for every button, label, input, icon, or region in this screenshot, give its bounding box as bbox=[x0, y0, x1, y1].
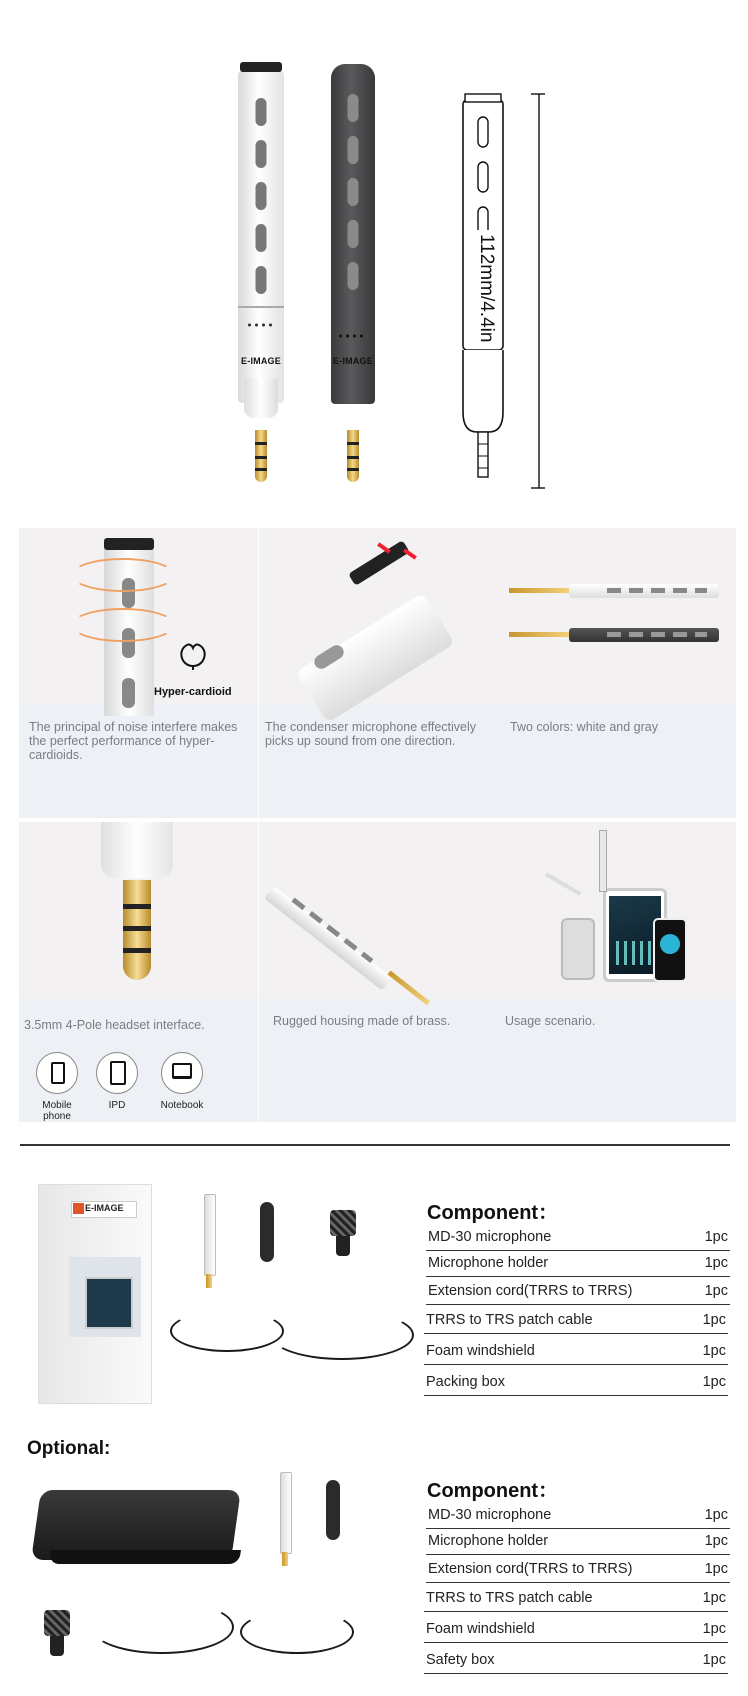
package-1-title: Component： bbox=[427, 1202, 559, 1224]
component-row: TRRS to TRS patch cable 1pc bbox=[424, 1305, 728, 1334]
component-row: Foam windshield 1pc bbox=[424, 1336, 728, 1365]
laptop-icon bbox=[172, 1063, 192, 1079]
compatible-devices bbox=[19, 1052, 258, 1122]
mic-small bbox=[204, 1194, 216, 1276]
component-row: Microphone holder 1pc bbox=[426, 1526, 730, 1555]
mic-holder-image bbox=[330, 1210, 356, 1236]
white-microphone bbox=[238, 68, 284, 403]
component-row: MD-30 microphone 1pc bbox=[426, 1500, 730, 1529]
hyper-cardioid-badge: Hyper-cardioid bbox=[154, 686, 232, 698]
package-2-photo bbox=[30, 1470, 410, 1690]
patch-cable-image bbox=[240, 1610, 354, 1654]
foam-windshield-image bbox=[326, 1480, 340, 1540]
phone-image-right bbox=[653, 918, 687, 982]
gray-mic-brand: E-IMAGE bbox=[333, 356, 373, 366]
packing-box-image bbox=[38, 1184, 152, 1404]
package-1-photo bbox=[30, 1180, 410, 1406]
gray-mic-plug bbox=[347, 430, 359, 482]
feature-caption: 3.5mm 4-Pole headset interface. bbox=[24, 1018, 205, 1032]
feature-brass-housing bbox=[259, 822, 498, 1122]
box-brand: E-IMAGE bbox=[85, 1203, 124, 1213]
extension-cord-image bbox=[90, 1600, 234, 1654]
feature-usage bbox=[497, 822, 736, 1122]
phone-image-left bbox=[561, 918, 595, 980]
gray-microphone bbox=[331, 64, 375, 404]
hero-section bbox=[0, 0, 748, 520]
device-notebook: Notebook bbox=[147, 1052, 217, 1111]
patch-cable-image bbox=[170, 1310, 284, 1352]
feature-caption: The condenser microphone effectively picks up sound from one direction. bbox=[265, 720, 476, 748]
feature-hyper-cardioid bbox=[19, 528, 258, 818]
feature-caption: Rugged housing made of brass. bbox=[273, 1014, 451, 1028]
component-row: Extension cord(TRRS to TRRS) 1pc bbox=[426, 1554, 730, 1583]
hyper-cardioid-icon bbox=[177, 640, 209, 666]
extension-cord-image bbox=[270, 1310, 414, 1360]
feature-caption: The principal of noise interfere makes the perfect performance of hyper-cardioids. bbox=[29, 720, 238, 762]
component-row: Safety box 1pc bbox=[424, 1645, 728, 1674]
optional-label: Optional: bbox=[27, 1438, 111, 1459]
mic-diagonal bbox=[264, 886, 392, 991]
section-divider bbox=[20, 1144, 730, 1146]
component-row: Extension cord(TRRS to TRRS) 1pc bbox=[426, 1276, 730, 1305]
component-row: Packing box 1pc bbox=[424, 1367, 728, 1396]
component-row: TRRS to TRS patch cable 1pc bbox=[424, 1583, 728, 1612]
white-mic-plug bbox=[255, 430, 267, 482]
foam-windshield-image bbox=[260, 1202, 274, 1262]
component-row: MD-30 microphone 1pc bbox=[426, 1222, 730, 1251]
tablet-icon bbox=[110, 1061, 126, 1085]
mic-holder-image bbox=[44, 1610, 70, 1636]
component-row: Microphone holder 1pc bbox=[426, 1248, 730, 1277]
feature-caption: Usage scenario. bbox=[505, 1014, 596, 1028]
mic-grille-top bbox=[240, 62, 282, 72]
device-mobile-phone: Mobile phone bbox=[27, 1052, 87, 1122]
package-2-title: Component： bbox=[427, 1480, 559, 1502]
feature-caption: Two colors: white and gray bbox=[510, 720, 658, 734]
plug-closeup bbox=[101, 822, 173, 878]
dimension-label: 112mm/4.4in bbox=[475, 230, 497, 346]
dimension-drawing bbox=[455, 92, 545, 492]
feature-headset-interface bbox=[19, 822, 258, 1122]
component-row: Foam windshield 1pc bbox=[424, 1614, 728, 1643]
device-ipd: IPD bbox=[87, 1052, 147, 1111]
feature-condenser bbox=[259, 528, 498, 818]
phone-icon bbox=[51, 1062, 65, 1084]
mic-small bbox=[280, 1472, 292, 1554]
feature-two-colors bbox=[497, 528, 736, 818]
white-mic-brand: E-IMAGE bbox=[241, 356, 281, 366]
